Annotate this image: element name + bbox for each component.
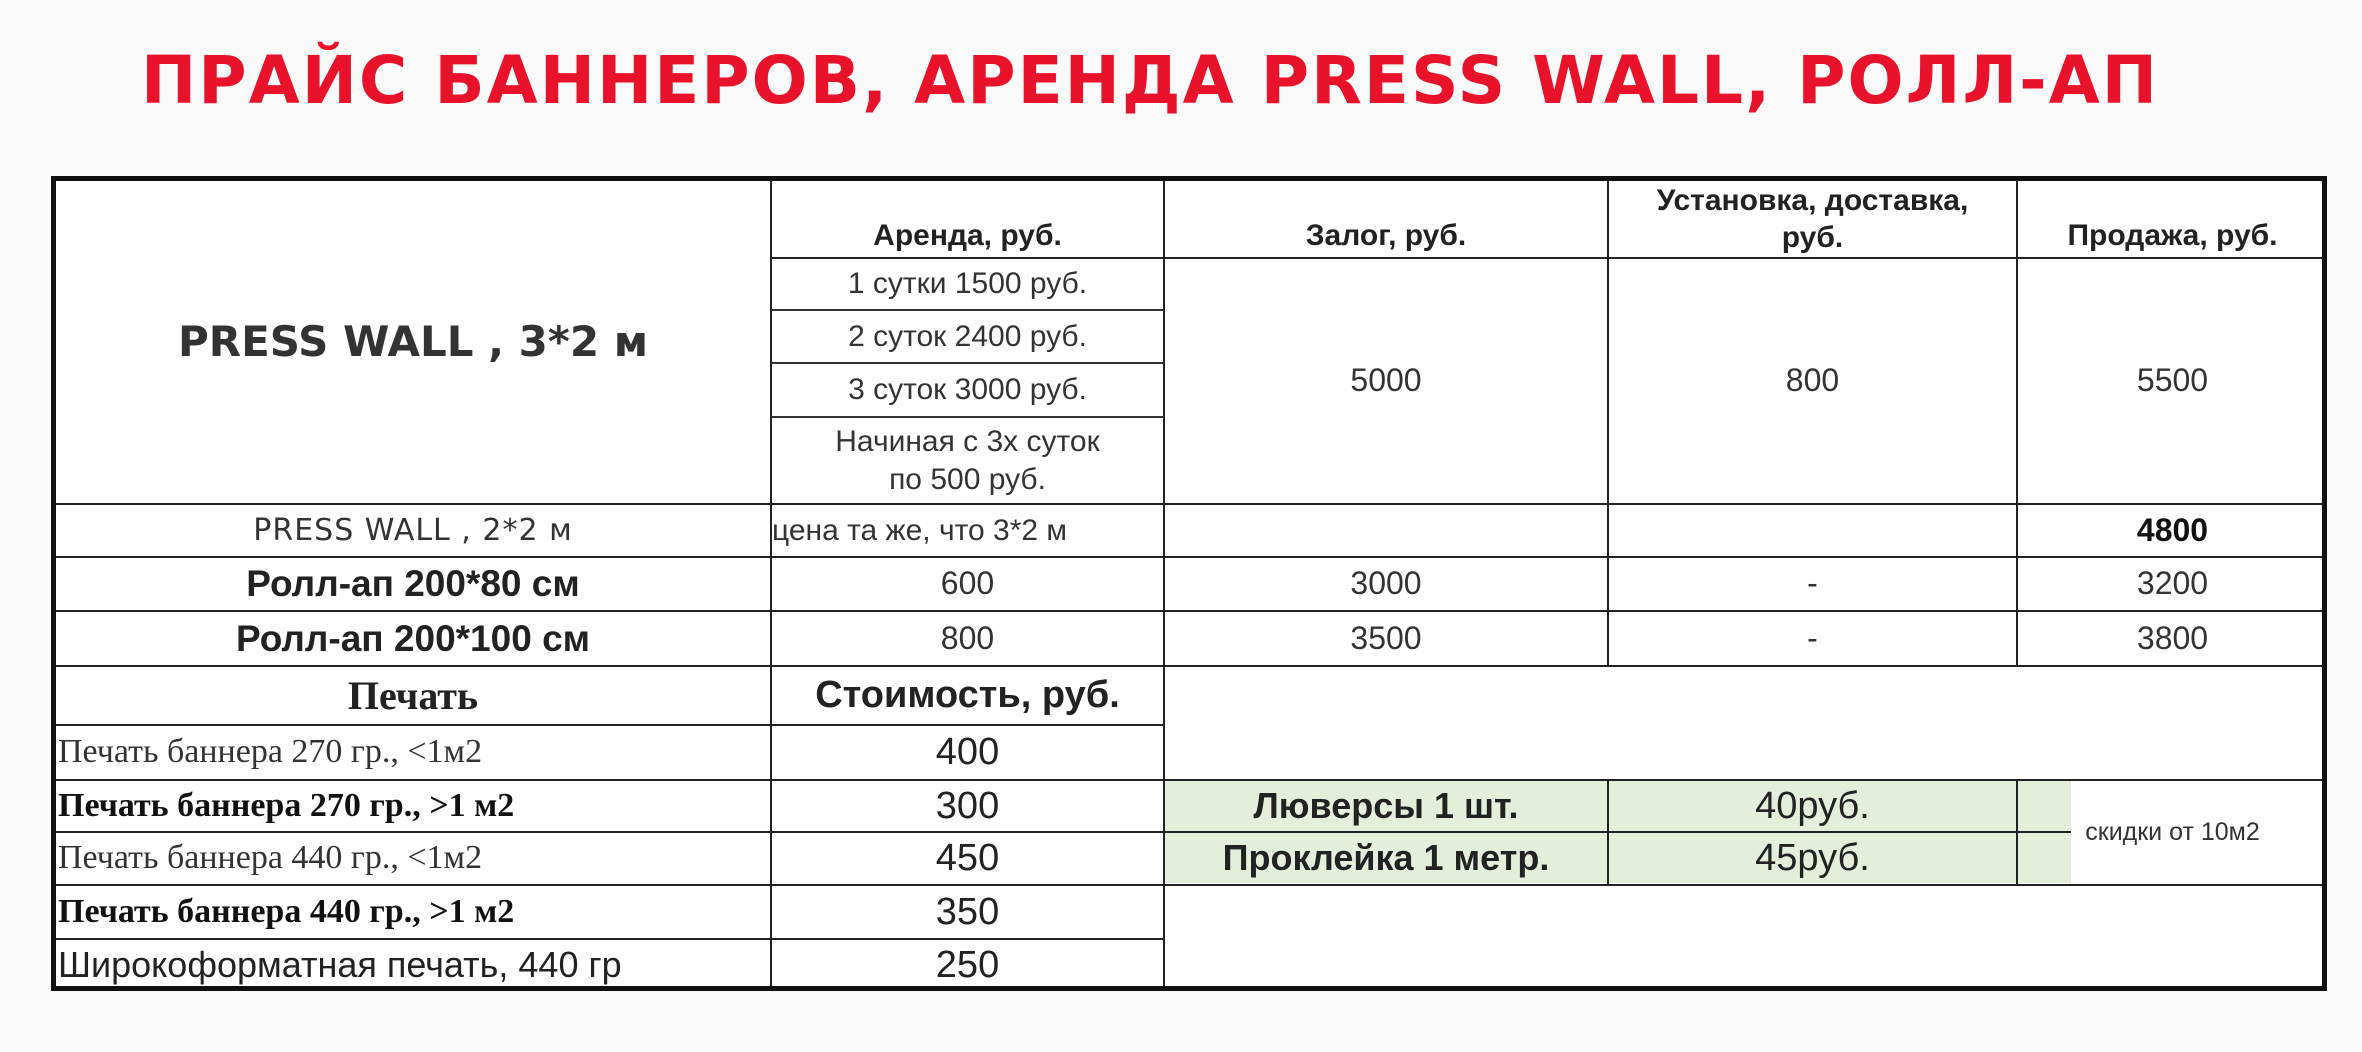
print-row-cost: 250 xyxy=(935,944,1000,987)
print-row-cost: 400 xyxy=(935,731,1000,774)
rollup-80-name: Ролл-ап 200*80 см xyxy=(246,563,580,605)
print-row-name: Печать баннера 270 гр., <1м2 xyxy=(58,733,483,771)
press-wall-rent-4-line2: по 500 руб. xyxy=(889,462,1046,496)
discount-note: скидки от 10м2 xyxy=(2085,817,2260,846)
grommets-label: Люверсы 1 шт. xyxy=(1253,784,1519,826)
print-row-cost: 350 xyxy=(935,890,1000,933)
print-row-name: Печать баннера 440 гр., >1 м2 xyxy=(58,892,515,930)
rollup-80-install: - xyxy=(1807,565,1818,602)
press-wall-install: 800 xyxy=(1785,362,1840,399)
grommets-price: 40руб. xyxy=(1755,784,1870,827)
print-row-name: Печать баннера 440 гр., <1м2 xyxy=(58,839,483,877)
rollup-100-sale: 3800 xyxy=(2136,619,2209,656)
rollup-100-rent: 800 xyxy=(940,619,995,656)
gluing-label: Проклейка 1 метр. xyxy=(1222,837,1550,879)
header-sale: Продажа, руб. xyxy=(2067,218,2278,252)
press-wall-sale: 5500 xyxy=(2136,362,2209,399)
print-row-cost: 300 xyxy=(935,784,1000,827)
rollup-100-deposit: 3500 xyxy=(1350,619,1422,656)
press-wall-rent-4-line1: Начиная с 3х суток xyxy=(835,425,1100,458)
press-wall-2x2-sale: 4800 xyxy=(2136,511,2209,548)
rollup-80-sale: 3200 xyxy=(2136,565,2209,602)
press-wall-rent-4 xyxy=(772,418,1163,503)
press-wall-2x2-name: PRESS WALL , 2*2 м xyxy=(253,512,573,548)
press-wall-3x2-name: PRESS WALL , 3*2 м xyxy=(177,317,649,367)
print-row-cost: 450 xyxy=(935,837,1000,880)
press-wall-rent-2: 2 суток 2400 руб. xyxy=(848,319,1087,353)
header-install xyxy=(1609,181,2016,257)
rollup-100-install: - xyxy=(1807,619,1818,656)
press-wall-rent-3: 3 суток 3000 руб. xyxy=(848,373,1087,407)
header-deposit: Залог, руб. xyxy=(1305,218,1467,252)
press-wall-rent-1: 1 сутки 1500 руб. xyxy=(847,267,1088,301)
press-wall-2x2-rent: цена та же, что 3*2 м xyxy=(772,513,1068,547)
price-table xyxy=(51,176,2327,991)
rollup-80-deposit: 3000 xyxy=(1350,565,1422,602)
header-rent: Аренда, руб. xyxy=(873,218,1062,252)
header-install-line1: Установка, доставка, xyxy=(1656,183,1969,217)
rollup-80-rent: 600 xyxy=(940,565,995,602)
rollup-100-name: Ролл-ап 200*100 см xyxy=(235,617,591,659)
press-wall-deposit: 5000 xyxy=(1350,362,1422,399)
header-install-line2: руб. xyxy=(1781,221,1844,254)
print-header-cost: Стоимость, руб. xyxy=(815,674,1120,717)
print-header-name: Печать xyxy=(347,672,479,718)
page-title: ПРАЙС БАННЕРОВ, АРЕНДА PRESS WALL, РОЛЛ-АП xyxy=(141,42,2159,119)
print-row-name: Широкоформатная печать, 440 гр xyxy=(58,944,622,986)
print-row-name: Печать баннера 270 гр., >1 м2 xyxy=(58,786,515,824)
gluing-price: 45руб. xyxy=(1755,837,1870,880)
